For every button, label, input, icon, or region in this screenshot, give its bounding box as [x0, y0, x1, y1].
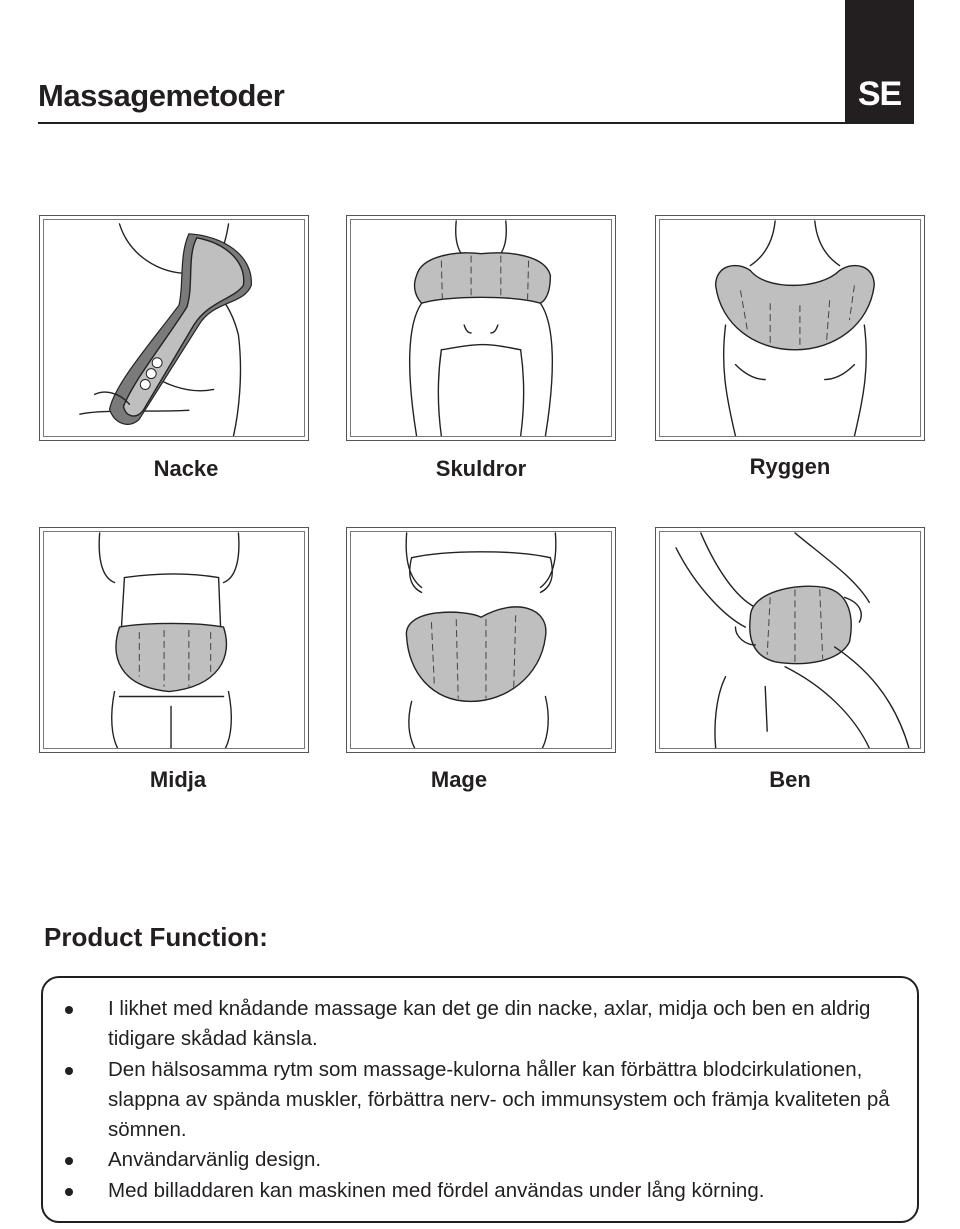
illustration-shoulders: [346, 215, 616, 441]
caption-legs: Ben: [769, 767, 811, 792]
list-item: [43, 994, 897, 1055]
illustration-legs: [655, 527, 925, 753]
list-item: [43, 1176, 897, 1206]
abdomen-massage-illustration: [347, 528, 615, 752]
bullet-icon: [65, 1188, 73, 1196]
illustration-neck: [39, 215, 309, 441]
product-function-list: [43, 978, 917, 1206]
caption-waist: Midja: [149, 767, 207, 792]
list-item: [43, 1055, 897, 1146]
illustration-back: [655, 215, 925, 441]
language-tab: SE: [845, 0, 914, 124]
bullet-icon: [65, 1006, 73, 1014]
caption-neck: Nacke: [153, 456, 219, 481]
caption-abdomen: Mage: [430, 767, 488, 792]
shoulders-massage-illustration: [347, 216, 615, 440]
list-item-text: I likhet med knådande massage kan det ge din nacke, axlar, midja och ben en aldrig tidigare skådad känsla.: [108, 997, 871, 1051]
bullet-icon: [65, 1157, 73, 1165]
title-divider: [38, 122, 845, 124]
illustration-abdomen: [346, 527, 616, 753]
caption-shoulders: Skuldror: [435, 456, 527, 481]
product-function-box: [41, 976, 919, 1223]
list-item: [43, 1145, 897, 1175]
bullet-icon: [65, 1067, 73, 1075]
page-title: Massagemetoder: [38, 78, 285, 113]
product-function-heading: Product Function:: [44, 922, 268, 952]
list-item-text: Med billaddaren kan maskinen med fördel användas under lång körning.: [108, 1178, 765, 1202]
back-massage-illustration: [656, 216, 924, 440]
list-item-text: Den hälsosamma rytm som massage-kulorna håller kan förbättra blodcirkulationen, slappna av spända muskler, förbättra nerv- och immunsystem och främja kvaliteten på sömnen.: [108, 1057, 890, 1142]
waist-massage-illustration: [40, 528, 308, 752]
caption-back: Ryggen: [749, 454, 831, 479]
neck-massage-illustration: [40, 216, 308, 440]
list-item-text: Användarvänlig design.: [108, 1148, 322, 1172]
illustration-waist: [39, 527, 309, 753]
legs-massage-illustration: [656, 528, 924, 752]
